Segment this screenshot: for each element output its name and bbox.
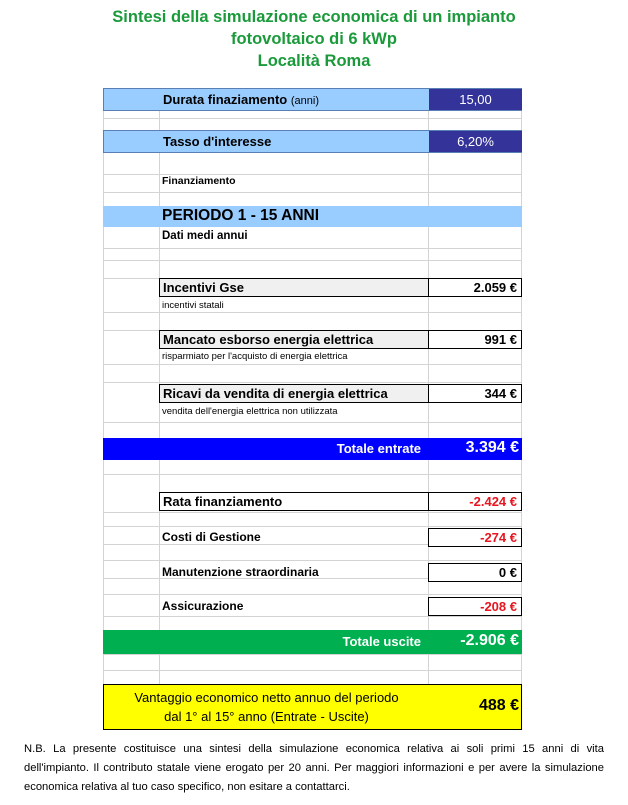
title-line-2: fotovoltaico di 6 kWp [231, 30, 397, 48]
assicurazione-label: Assicurazione [162, 599, 244, 613]
mancato-value: 991 € [428, 330, 522, 349]
periodo-label: PERIODO 1 - 15 ANNI [162, 207, 320, 224]
grid-line [103, 474, 522, 475]
mancato-sub: risparmiato per l'acquisto di energia elettrica [162, 351, 348, 362]
grid-line [103, 512, 522, 513]
incentivi-sub: incentivi statali [162, 300, 224, 311]
rata-label: Rata finanziamento [163, 494, 283, 509]
vantaggio-label [104, 688, 429, 726]
totale-uscite-row [103, 630, 522, 654]
incentivi-label-box [159, 278, 429, 297]
durata-unit: (anni) [290, 95, 319, 107]
totale-entrate-label: Totale entrate [336, 441, 421, 456]
vantaggio-row [103, 684, 522, 730]
rata-label-box [159, 492, 429, 511]
vantaggio-line-2: dal 1° al 15° anno (Entrate - Uscite) [164, 709, 369, 724]
durata-row [103, 88, 522, 111]
rata-value: -2.424 € [428, 492, 522, 511]
title-line-1: Sintesi della simulazione economica di un impianto [112, 8, 516, 26]
totale-uscite-value: -2.906 € [460, 632, 519, 649]
grid-line [103, 118, 522, 119]
grid-line [103, 382, 522, 383]
vantaggio-value: 488 € [478, 697, 519, 714]
grid-line [103, 260, 522, 261]
durata-value: 15,00 [429, 89, 522, 110]
assicurazione-value: -208 € [428, 597, 522, 616]
ricavi-sub: vendita dell'energia elettrica non utilizzata [162, 406, 338, 417]
vantaggio-line-1: Vantaggio economico netto annuo del periodo [134, 690, 399, 705]
tasso-label: Tasso d'interesse [163, 134, 272, 149]
manutenzione-value: 0 € [428, 563, 522, 582]
incentivi-label: Incentivi Gse [163, 280, 244, 295]
totale-uscite-label: Totale uscite [342, 634, 421, 649]
durata-label: Durata finaziamento (anni) [163, 92, 319, 107]
mancato-label: Mancato esborso energia elettrica [163, 332, 374, 347]
grid-line [103, 670, 522, 671]
mancato-label-box [159, 330, 429, 349]
manutenzione-label: Manutenzione straordinaria [162, 565, 319, 579]
grid-line [103, 654, 522, 655]
incentivi-value: 2.059 € [428, 278, 522, 297]
ricavi-label: Ricavi da vendita di energia elettrica [163, 386, 388, 401]
grid-line [103, 312, 522, 313]
grid-line [103, 616, 522, 617]
grid-line [103, 526, 522, 527]
ricavi-value: 344 € [428, 384, 522, 403]
footnote: N.B. La presente costituisce una sintesi della simulazione economica relativa ai soli primi 15 anni di vita dell'impianto. Il contributo statale viene erogato per 20 anni. Per maggiori informazioni e per avere la simulazione economica relativa al tuo caso specifico, non esitare a contattarci. [24, 743, 604, 793]
finanziamento-label: Finanziamento [162, 175, 236, 187]
periodo-row [103, 206, 522, 227]
grid-line [103, 248, 522, 249]
tasso-row [103, 130, 522, 153]
totale-entrate-row [103, 438, 522, 460]
spreadsheet [103, 88, 522, 730]
grid-line [103, 364, 522, 365]
costi-value: -274 € [428, 528, 522, 547]
page-title [0, 6, 628, 72]
grid-line [103, 422, 522, 423]
grid-line [103, 594, 522, 595]
totale-entrate-value: 3.394 € [465, 439, 519, 456]
title-line-3: Località Roma [257, 52, 371, 70]
tasso-value: 6,20% [429, 131, 522, 152]
grid-line [103, 192, 522, 193]
ricavi-label-box [159, 384, 429, 403]
periodo-sub: Dati medi annui [162, 230, 248, 242]
costi-label: Costi di Gestione [162, 530, 261, 544]
grid-line [103, 560, 522, 561]
